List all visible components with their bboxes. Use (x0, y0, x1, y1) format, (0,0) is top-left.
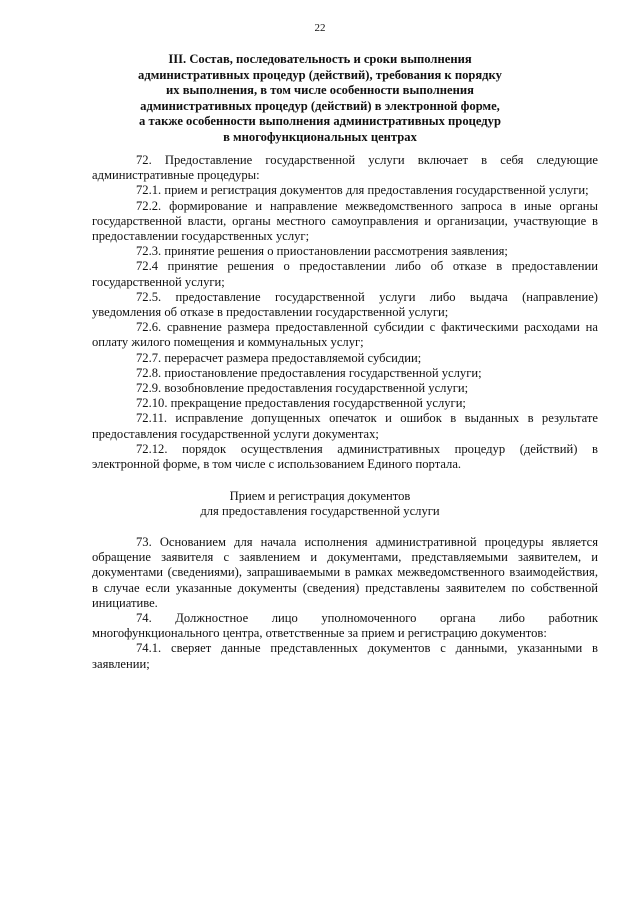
paragraph-72-1: 72.1. прием и регистрация документов для предоставления государственной услуги; (136, 183, 589, 198)
paragraph-72-5: 72.5. предоставление государственной услуги либо выдача (направление) уведомления об отказе в предоставлении государственной услуги; (92, 289, 598, 320)
section-title-line: административных процедур (действий), требования к порядку (138, 67, 502, 82)
subsection-heading-line: для предоставления государственной услуги (200, 504, 440, 519)
paragraph-74-1: 74.1. сверяет данные представленных документов с данными, указанными в заявлении; (92, 641, 598, 671)
paragraph-74: 74. Должностное лицо уполномоченного органа либо работник многофункционального центра, ответственные за прием и регистрацию документов: (92, 611, 598, 641)
subsection-heading (110, 489, 530, 519)
section-title-line: административных процедур (действий) в электронной форме, (140, 98, 500, 113)
paragraph-72-2: 72.2. формирование и направление межведомственного запроса в иные органы государственной власти, органы местного самоуправления и организации, участвующие в предоставлении государственных услуг; (92, 198, 598, 244)
paragraph-72-7: 72.7. перерасчет размера предоставляемой субсидии; (136, 350, 422, 365)
paragraph-72-9: 72.9. возобновление предоставления государственной услуги; (136, 381, 469, 396)
page-number: 22 (314, 22, 326, 34)
paragraph-72-8: 72.8. приостановление предоставления государственной услуги; (136, 365, 482, 380)
paragraph-72: 72. Предоставление государственной услуги включает в себя следующие административные процедуры: (92, 153, 598, 183)
paragraph-72-6: 72.6. сравнение размера предоставленной субсидии с фактическими расходами на оплату жилого помещения и коммунальных услуг; (92, 320, 598, 350)
paragraph-72-4: 72.4 принятие решения о предоставлении либо об отказе в предоставлении государственной услуги; (92, 259, 598, 289)
section-title-line: III. Состав, последовательность и сроки выполнения (168, 52, 472, 66)
paragraph-73: 73. Основанием для начала исполнения административной процедуры является обращение заявителя с заявлением и документами, представляемыми заявителем, и документами (сведениями), запрашиваемыми в рамках межведомственного взаимодействия, в случае если указанные документы (сведения) представлены заявителем по собственной инициативе. (92, 535, 598, 610)
section-title-line: их выполнения, в том числе особенности выполнения (166, 83, 474, 97)
paragraph-72-10: 72.10. прекращение предоставления государственной услуги; (136, 396, 466, 411)
subsection-heading-line: Прием и регистрация документов (229, 489, 411, 503)
section-title (110, 52, 530, 145)
paragraph-72-11: 72.11. исправление допущенных опечаток и ошибок в выданных в результате предоставления государственной услуги документах; (92, 411, 598, 441)
paragraph-72-3: 72.3. принятие решения о приостановлении рассмотрения заявления; (136, 244, 508, 259)
procedures-list (92, 153, 598, 472)
section-title-line: в многофункциональных центрах (223, 129, 417, 144)
paragraph-72-12: 72.12. порядок осуществления административных процедур (действий) в электронной форме, в том числе с использованием Единого портала. (92, 441, 598, 472)
reception-section (92, 535, 598, 672)
section-title-line: а также особенности выполнения административных процедур (139, 114, 501, 128)
